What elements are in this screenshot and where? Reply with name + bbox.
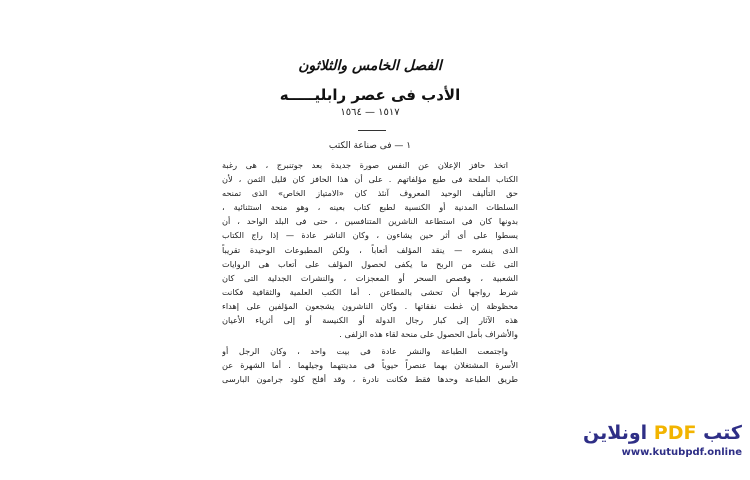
section-title: ١ — فى صناعة الكتب: [328, 141, 412, 151]
watermark-title-part1: كتب: [696, 422, 742, 444]
watermark-logo: [583, 422, 742, 444]
title-divider: [358, 130, 386, 131]
text-line: اتخذ حافز الإعلان عن النفس صورة جديدة بعد جوتنبرج ، هى رغبة: [222, 160, 508, 170]
paragraph-1: [222, 158, 518, 341]
chapter-heading: الفصل الخامس والثلاثون: [298, 58, 442, 74]
text-line: يسطوا على أى أثر حين يشاءون ، وكان الناشر عادة — إذا راج الكتاب: [222, 230, 518, 241]
body-text: [222, 158, 518, 387]
text-line: حق التأليف الوحيد المعروف آنئذ كان «الامتياز الخاص» الذى تمنحه: [222, 188, 518, 199]
text-line: هذه الآثار إلى كبار رجال الدولة أو الكنيسة أو إلى أثرياء الأعيان: [222, 315, 518, 326]
site-watermark: [583, 422, 742, 458]
paragraph-2: [222, 344, 518, 386]
period-years: ١٥١٧ — ١٥٦٤: [340, 107, 400, 118]
text-line: الذى ينشره — ينقد المؤلف أتعاباً ، ولكن المطبوعات الوحيدة تقريباً: [222, 244, 518, 255]
text-line: طريق الطباعة وحدها فقط فكانت نادرة ، وقد أفلح كلود جرامون البارسى: [222, 374, 518, 385]
text-line: بدونها كان فى استطاعة الناشرين المتنافسين ، حتى فى البلد الواحد ، أن: [222, 216, 518, 227]
chapter-title: الأدب فى عصر رابليـــــه: [279, 86, 461, 104]
watermark-title-accent: PDF: [653, 422, 697, 444]
text-line: الشعبية ، وقصص السحر أو المعجزات ، والنشرات الجدلية التى كان: [222, 272, 518, 283]
text-line: والأشراف بأمل الحصول على منحة لقاء هذه الزلفى .: [339, 329, 518, 340]
text-line: الأسرة المشتغلان بهما عنصراً حيوياً فى مدينتهما وجيلهما . أما الشهرة عن: [222, 360, 518, 371]
text-line: واجتمعت الطباعة والنشر عادة فى بيت واحد ، وكان الرجل أو: [222, 346, 508, 357]
watermark-url: www.kutubpdf.online: [621, 447, 742, 458]
watermark-title-part2: اونلاين: [583, 422, 654, 444]
text-line: التى غلت من الربح ما يكفى لحصول المؤلف على أتعاب هى الروايات: [222, 258, 518, 269]
text-line: شرط رواجها أن تحشى بالمطاعن . أما الكتب العلمية والثقافية فكانت: [222, 286, 518, 297]
text-line: السلطات المدنية أو الكنسية لطبع كتاب بعينه ، وهو منحة استثنائية ،: [222, 202, 518, 213]
text-line: الكتاب الملحة فى طبع مؤلفاتهم . على أن هذا الحافز كان قليل الثمن ، لأن: [222, 174, 518, 185]
text-line: محظوظة إن غطت نفقاتها . وكان الناشرون يشجعون المؤلفين على إهداء: [222, 300, 518, 311]
